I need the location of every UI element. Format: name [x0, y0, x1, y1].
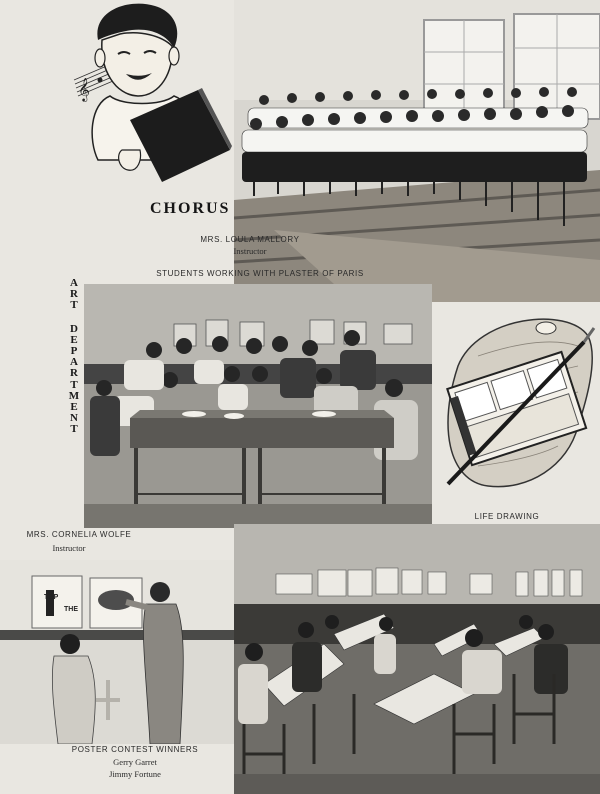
plaster-photo	[84, 284, 432, 528]
art-instructor-name: MRS. CORNELIA WOLFE	[26, 530, 132, 539]
art-department-heading: A R T D E P A R T M E N T	[68, 277, 80, 436]
poster-winner-1: Gerry Garret	[113, 757, 157, 767]
poster-sign-word-2: THE	[64, 606, 78, 613]
poster-sign-word-1: TOP	[44, 594, 59, 601]
poster-winner-2: Jimmy Fortune	[109, 769, 161, 779]
poster-contest-photo	[0, 560, 234, 744]
chorus-instructor-role: Instructor	[233, 246, 267, 256]
poster-sign-text	[34, 590, 86, 618]
life-drawing-photo	[234, 524, 600, 794]
svg-text:𝄞: 𝄞	[78, 79, 90, 101]
chorus-instructor-name: MRS. LOULA MALLORY	[200, 235, 300, 244]
art-photo-caption: STUDENTS WORKING WITH PLASTER OF PARIS	[156, 269, 364, 278]
life-drawing-caption: LIFE DRAWING	[474, 512, 540, 521]
chorus-title: CHORUS	[150, 200, 231, 217]
art-instructor-role: Instructor	[52, 543, 86, 553]
palette-illustration	[438, 306, 598, 496]
chorus-photo	[234, 0, 600, 302]
poster-contest-caption: POSTER CONTEST WINNERS	[71, 745, 199, 754]
chorus-illustration	[70, 0, 235, 205]
